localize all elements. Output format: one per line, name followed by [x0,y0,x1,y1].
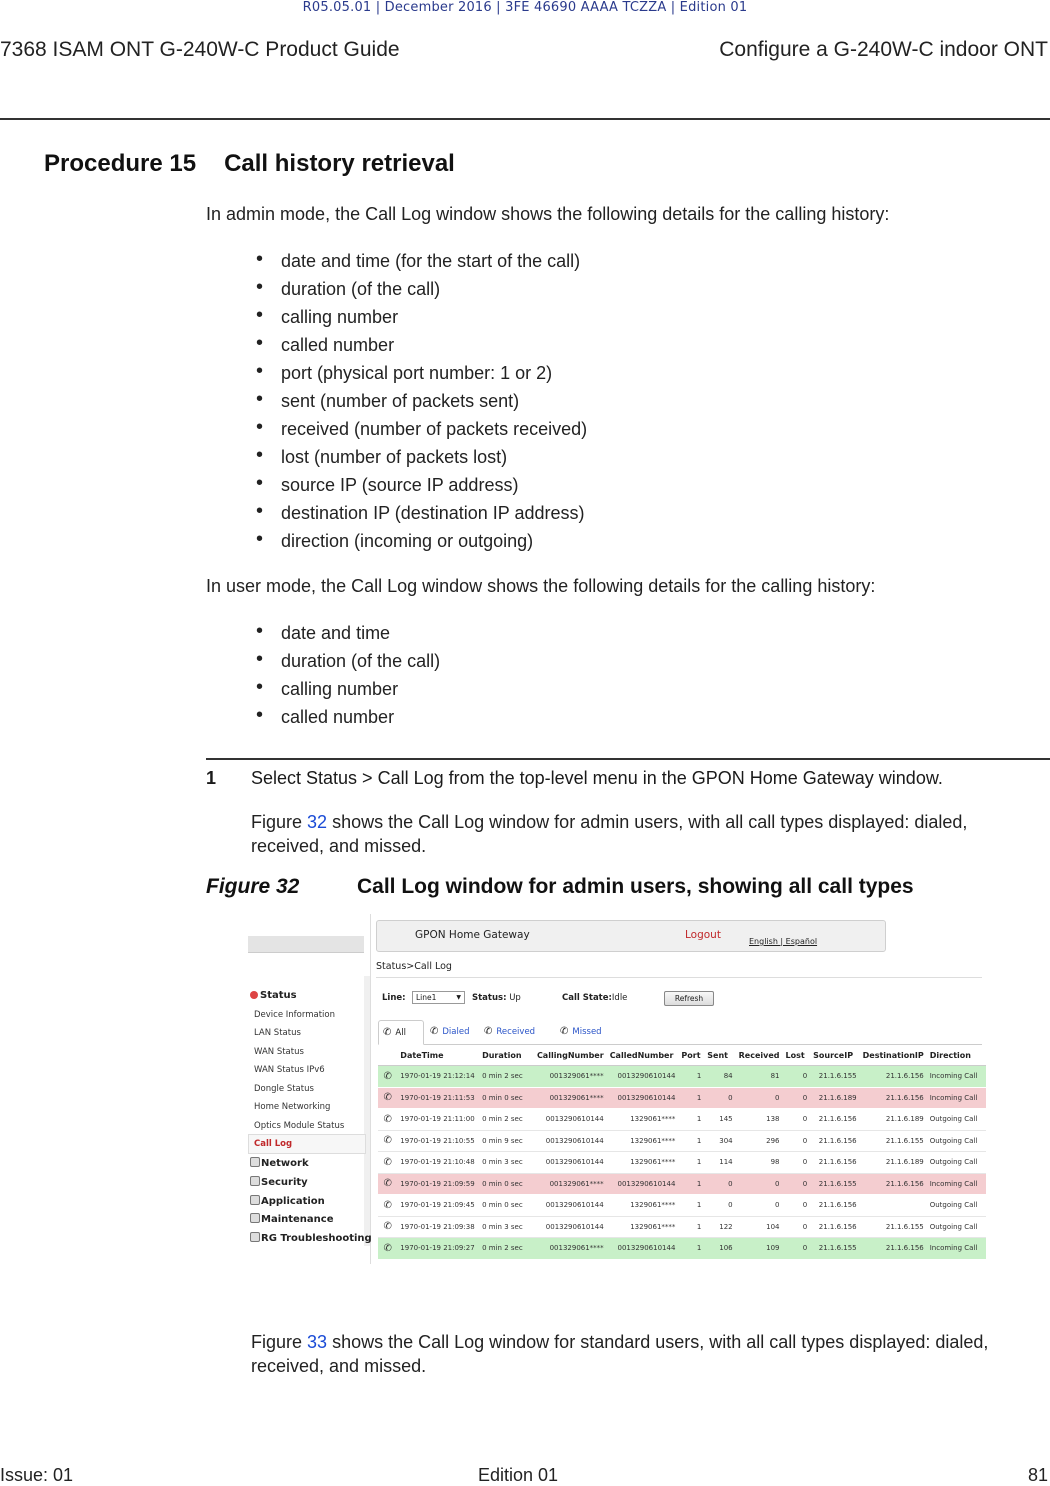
table-cell: 138 [736,1109,783,1131]
table-cell: 0 min 9 sec [479,1130,534,1152]
list-item-text: called number [281,335,395,355]
table-cell: 21.1.6.155 [810,1238,859,1260]
figure-32-link[interactable]: 32 [307,812,328,832]
table-cell: 1329061**** [607,1216,679,1238]
sidebar-menu-status[interactable]: Status [250,990,297,1001]
sidebar-menu[interactable]: Maintenance [250,1213,334,1225]
footer-issue: Issue: 01 [0,1465,74,1485]
table-cell: 0 [783,1238,811,1260]
table-cell: Outgoing Call [927,1216,986,1238]
table-cell: 0013290610144 [607,1173,679,1195]
table-cell: 81 [736,1066,783,1088]
call-direction-icon: ✆ [378,1152,397,1174]
table-cell: Incoming Call [927,1087,986,1109]
table-cell: 1329061**** [607,1109,679,1131]
bullet-icon: • [256,248,264,270]
table-cell: 98 [736,1152,783,1174]
status-icon [250,991,258,999]
table-cell: 1970-01-19 21:12:14 [397,1066,479,1088]
table-cell: 21.1.6.156 [860,1173,927,1195]
column-header[interactable]: SourceIP [810,1045,859,1066]
bullet-icon: • [256,388,264,410]
expand-icon [250,1157,260,1167]
sidebar-menu[interactable]: Security [250,1176,308,1188]
ref-suffix: shows the Call Log window for admin users, with all call types displayed: dialed, received, and missed. [251,812,968,856]
list-item-text: calling number [281,679,399,699]
table-cell: 1 [678,1087,704,1109]
sidebar-menu[interactable]: Network [250,1157,309,1169]
list-item-text: called number [281,707,395,727]
bullet-icon: • [256,304,264,326]
header-rule [0,118,1050,120]
bullet-icon: • [256,704,264,726]
table-cell: 21.1.6.155 [860,1130,927,1152]
call-direction-icon: ✆ [378,1066,397,1088]
bullet-icon: • [256,360,264,382]
list-item-text: direction (incoming or outgoing) [281,531,534,551]
table-cell: Outgoing Call [927,1130,986,1152]
expand-icon [250,1176,260,1186]
table-cell: Incoming Call [927,1173,986,1195]
table-cell: 0 [783,1109,811,1131]
table-cell: 1970-01-19 21:10:48 [397,1152,479,1174]
tab-label: Missed [572,1027,602,1037]
table-cell: 001329061**** [534,1173,607,1195]
table-cell: Outgoing Call [927,1152,986,1174]
table-row[interactable] [378,1066,986,1088]
column-header[interactable]: Port [678,1045,704,1066]
column-header[interactable]: CalledNumber [607,1045,679,1066]
table-cell: Incoming Call [927,1238,986,1260]
gateway-sidebar [248,914,371,1264]
procedure-label: Procedure 15 [44,150,197,177]
table-cell: 1 [678,1066,704,1088]
list-item-text: source IP (source IP address) [281,475,519,495]
list-item-text: received (number of packets received) [281,419,588,439]
table-cell: 0013290610144 [534,1109,607,1131]
table-cell: 21.1.6.155 [860,1216,927,1238]
list-item-text: duration (of the call) [281,279,441,299]
table-cell: 001329061**** [534,1238,607,1260]
call-direction-icon: ✆ [378,1195,397,1217]
bullet-icon: • [256,500,264,522]
figure-caption [206,875,914,899]
footer-page-number: 81 [1027,1465,1048,1485]
figure-33-link[interactable]: 33 [307,1332,328,1352]
document-watermark: R05.05.01 | December 2016 | 3FE 46690 AAAA TCZZA | Edition 01 [302,0,748,15]
expand-icon [250,1213,260,1223]
table-cell: 0013290610144 [534,1130,607,1152]
table-cell: 1 [678,1109,704,1131]
line-label: Line: [382,993,406,1003]
table-cell: 296 [736,1130,783,1152]
table-cell: 1970-01-19 21:11:00 [397,1109,479,1131]
table-cell: 1329061**** [607,1152,679,1174]
sidebar-top-bar [248,936,364,953]
call-direction-icon: ✆ [378,1109,397,1131]
sidebar-item[interactable]: Call Log [254,1139,293,1149]
call-state-label: Call State: [562,993,612,1003]
ref-suffix: shows the Call Log window for standard users, with all call types displayed: dialed, received, and missed. [251,1332,989,1376]
call-direction-icon: ✆ [378,1130,397,1152]
table-cell: 106 [704,1238,735,1260]
status-value: Up [509,993,521,1003]
call-direction-icon: ✆ [378,1238,397,1260]
sidebar-menu[interactable]: RG Troubleshooting [250,1232,372,1244]
table-cell: 145 [704,1109,735,1131]
table-cell: Outgoing Call [927,1195,986,1217]
table-cell: 304 [704,1130,735,1152]
call-log-table [378,1045,986,1260]
breadcrumb: Status>Call Log [376,961,452,972]
column-header[interactable]: CallingNumber [534,1045,607,1066]
footer-edition: Edition 01 [478,1465,559,1485]
phone-icon: ✆ [430,1026,439,1037]
list-item-text: port (physical port number: 1 or 2) [281,363,553,383]
table-cell: 84 [704,1066,735,1088]
table-row[interactable] [378,1130,986,1152]
table-cell: 0 [783,1195,811,1217]
table-cell: 0 min 2 sec [479,1066,534,1088]
sidebar-scrollbar[interactable] [364,976,370,1246]
running-header-section: Configure a G-240W-C indoor ONT [719,38,1048,61]
list-item-text: date and time [281,623,391,643]
bullet-icon: • [256,676,264,698]
list-item-text: lost (number of packets lost) [281,447,508,467]
table-cell: 0 min 3 sec [479,1152,534,1174]
expand-icon [250,1195,260,1205]
table-cell: 21.1.6.156 [860,1066,927,1088]
table-cell: 1970-01-19 21:09:59 [397,1173,479,1195]
table-cell: 122 [704,1216,735,1238]
call-log-screenshot [248,914,986,1264]
table-cell: 21.1.6.156 [810,1109,859,1131]
call-direction-icon: ✆ [378,1173,397,1195]
chevron-down-icon: ▼ [456,994,461,1001]
column-header[interactable]: DateTime [397,1045,479,1066]
phone-icon: ✆ [560,1026,569,1037]
bullet-icon: • [256,444,264,466]
gateway-top-bar [376,920,886,952]
table-cell: 104 [736,1216,783,1238]
status-label: Status: [472,993,507,1003]
list-item-text: sent (number of packets sent) [281,391,520,411]
table-cell: 0013290610144 [607,1238,679,1260]
table-cell: 0 min 2 sec [479,1109,534,1131]
column-header[interactable]: Received [736,1045,783,1066]
table-cell: 1970-01-19 21:09:38 [397,1216,479,1238]
list-item-text: date and time (for the start of the call) [281,251,581,271]
tab[interactable] [426,1020,478,1043]
table-row[interactable] [378,1195,986,1217]
table-cell: 0 min 0 sec [479,1195,534,1217]
line-select[interactable]: Line1 ▼ [412,991,465,1004]
table-row[interactable] [378,1216,986,1238]
step-number: 1 [206,768,217,788]
table-row[interactable] [378,1238,986,1260]
table-cell: 21.1.6.156 [860,1087,927,1109]
table-cell: 0 [704,1195,735,1217]
table-cell: 1970-01-19 21:09:27 [397,1238,479,1260]
bullet-icon: • [256,620,264,642]
table-cell: 0 [704,1173,735,1195]
table-cell: 1970-01-19 21:10:55 [397,1130,479,1152]
table-cell: 0 [783,1152,811,1174]
table-row[interactable] [378,1173,986,1195]
figure-title: Call Log window for admin users, showing all call types [357,875,914,898]
table-cell: 1970-01-19 21:11:53 [397,1087,479,1109]
table-cell: 001329061**** [534,1066,607,1088]
table-cell: 0013290610144 [534,1152,607,1174]
table-cell: Incoming Call [927,1066,986,1088]
table-cell: 21.1.6.156 [810,1195,859,1217]
table-cell: 0 [736,1087,783,1109]
bullet-icon: • [256,648,264,670]
tab[interactable] [378,1020,424,1045]
procedure-heading [44,150,455,178]
sidebar-item[interactable]: WAN Status IPv6 [254,1065,325,1075]
column-header[interactable]: Lost [783,1045,811,1066]
sidebar-item[interactable]: WAN Status [254,1047,304,1057]
column-header[interactable]: Duration [479,1045,534,1066]
table-cell: 114 [704,1152,735,1174]
tab[interactable] [556,1020,616,1043]
step-text: Select Status > Call Log from the top-level menu in the GPON Home Gateway window. [251,768,943,788]
call-direction-icon: ✆ [378,1216,397,1238]
phone-icon: ✆ [383,1027,392,1038]
logout-link[interactable]: Logout [685,929,721,941]
table-cell: 0 [783,1066,811,1088]
column-header[interactable]: DestinationIP [860,1045,927,1066]
table-cell: 1 [678,1216,704,1238]
table-cell: 109 [736,1238,783,1260]
table-cell: 0 [783,1216,811,1238]
table-cell: 1329061**** [607,1195,679,1217]
admin-intro: In admin mode, the Call Log window shows the following details for the calling history: [206,204,890,224]
table-cell: 0 min 0 sec [479,1087,534,1109]
table-cell: Outgoing Call [927,1109,986,1131]
table-cell: 21.1.6.156 [810,1216,859,1238]
table-cell: 21.1.6.156 [860,1238,927,1260]
table-cell: 1 [678,1152,704,1174]
sidebar-item[interactable]: Dongle Status [254,1084,314,1094]
bullet-icon: • [256,276,264,298]
table-cell: 21.1.6.156 [810,1152,859,1174]
call-type-tabs [378,1020,982,1045]
sidebar-menu[interactable]: Application [250,1195,325,1207]
refresh-button[interactable]: Refresh [664,991,714,1006]
table-row[interactable] [378,1152,986,1174]
ref-prefix: Figure [251,812,308,832]
table-row[interactable] [378,1109,986,1131]
table-cell: 0 [736,1195,783,1217]
list-item-text: calling number [281,307,399,327]
table-cell: 1 [678,1195,704,1217]
phone-icon: ✆ [484,1026,493,1037]
table-cell: 0 min 0 sec [479,1173,534,1195]
table-cell: 0 min 3 sec [479,1216,534,1238]
tab-label: All [395,1028,406,1038]
tab-label: Dialed [442,1027,470,1037]
call-state-value: Idle [611,993,628,1003]
figure-32-reference [251,810,1041,858]
sidebar-item[interactable]: Optics Module Status [254,1121,345,1131]
table-cell: 001329061**** [534,1087,607,1109]
running-header-title: 7368 ISAM ONT G-240W-C Product Guide [0,38,400,61]
breadcrumb-divider [376,977,982,978]
tab-label: Received [496,1027,536,1037]
table-cell: 0013290610144 [534,1216,607,1238]
sidebar-item[interactable]: Home Networking [254,1102,331,1112]
table-cell: 0 min 2 sec [479,1238,534,1260]
table-cell: 21.1.6.189 [860,1152,927,1174]
figure-33-reference [251,1330,1041,1378]
table-cell: 21.1.6.189 [860,1109,927,1131]
call-direction-icon: ✆ [378,1087,397,1109]
expand-icon [250,1232,260,1242]
table-cell: 0 [736,1173,783,1195]
icon-column-header [378,1045,397,1066]
table-cell: 1 [678,1238,704,1260]
bullet-icon: • [256,472,264,494]
table-cell: 21.1.6.189 [810,1087,859,1109]
table-row[interactable] [378,1087,986,1109]
table-cell: 21.1.6.155 [810,1066,859,1088]
user-intro: In user mode, the Call Log window shows the following details for the calling history: [206,576,876,596]
bullet-icon: • [256,332,264,354]
procedure-title: Call history retrieval [224,150,455,177]
table-cell: 1 [678,1130,704,1152]
table-cell: 1970-01-19 21:09:45 [397,1195,479,1217]
list-item-text: duration (of the call) [281,651,441,671]
table-cell: 0 [704,1087,735,1109]
tab[interactable] [480,1020,552,1043]
list-item-text: destination IP (destination IP address) [281,503,585,523]
table-cell: 21.1.6.156 [810,1130,859,1152]
sidebar-item[interactable]: LAN Status [254,1028,301,1038]
step-rule [206,758,1050,760]
column-header[interactable]: Sent [704,1045,735,1066]
bullet-icon: • [256,528,264,550]
language-selector[interactable]: English | Español [749,937,818,946]
table-cell: 0013290610144 [607,1066,679,1088]
table-cell: 0 [783,1130,811,1152]
table-cell: 1 [678,1173,704,1195]
table-cell: 0013290610144 [607,1087,679,1109]
gateway-title: GPON Home Gateway [415,929,530,941]
figure-label: Figure 32 [206,875,300,898]
column-header[interactable]: Direction [927,1045,986,1066]
table-cell [860,1195,927,1217]
ref-prefix: Figure [251,1332,308,1352]
bullet-icon: • [256,416,264,438]
table-cell: 1329061**** [607,1130,679,1152]
sidebar-item[interactable]: Device Information [254,1010,335,1020]
table-cell: 0 [783,1173,811,1195]
table-cell: 21.1.6.155 [810,1173,859,1195]
table-cell: 0013290610144 [534,1195,607,1217]
table-cell: 0 [783,1087,811,1109]
